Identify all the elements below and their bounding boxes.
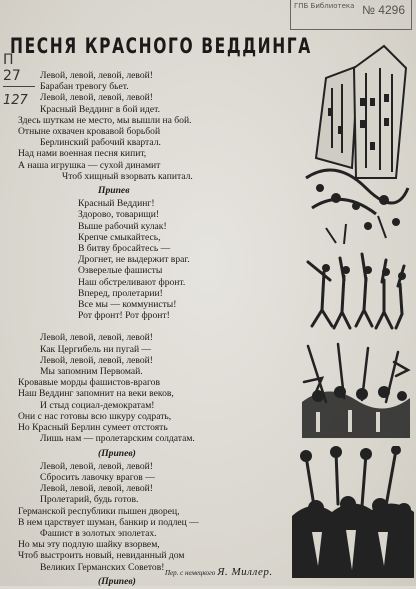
verse-line: Как Цергибель ни пугай — [40, 343, 152, 355]
verse-line: Они с нас готовы всю шкуру содрать, [18, 410, 172, 422]
shelf-mark-top: П 27 [3, 52, 35, 87]
verse-1 [18, 70, 318, 182]
chorus-line: Рот фронт! Рот фронт! [78, 310, 170, 322]
verse-line: Но мы эту подлую шайку взорвем, [18, 539, 160, 551]
verse-line: Кровавые морды фашистов-врагов [18, 377, 160, 389]
page-title: ПЕСНЯ КРАСНОГО ВЕДДИНГА [10, 34, 312, 59]
chorus-label: Припев [98, 185, 130, 197]
chorus-line: Выше рабочий кулак! [78, 220, 167, 232]
verse-line: Германской республики пышен дворец, [18, 505, 180, 517]
city-buildings-illustration [296, 38, 414, 248]
verse-line: В нем царствует шуман, банкир и подлец — [18, 516, 199, 528]
chorus-line: Вперед, пролетарии! [78, 287, 163, 299]
verse-line: Левой, левой, левой, левой! [40, 70, 154, 81]
marching-workers-illustration [300, 250, 414, 330]
verse-line: Лишь нам — пролетарским солдатам. [40, 433, 195, 445]
verse-line: А наша игрушка — сухой динамит [18, 159, 161, 171]
chorus-repeat-label: (Припев) [98, 575, 136, 587]
verse-line: Чтоб хищный взорвать капитал. [62, 170, 193, 182]
verse-line: Пролетарий, будь готов. [40, 494, 139, 506]
shelf-mark-bottom: 127 [3, 93, 28, 108]
verse-line: Над нами военная песня кипит, [18, 148, 147, 160]
verse-line: Но Красный Берлин сумеет отстоять [18, 422, 168, 434]
verse-line: Фашист в золотых эполетах. [40, 527, 157, 539]
credit-prefix: Пер. с немецкого [165, 569, 216, 577]
verse-line: Левой, левой, левой, левой! [40, 92, 154, 104]
verse-line: Мы запомним Первомай. [40, 366, 143, 378]
verse-line: Наш Веддинг запомнит на веки веков, [18, 388, 174, 400]
verse-line: Левой, левой, левой, левой! [40, 460, 154, 472]
verse-line: Левой, левой, левой, левой! [40, 354, 154, 366]
translator-credit [165, 566, 273, 578]
chorus-line: Здорово, товарищи! [78, 209, 160, 221]
crowd-flags-illustration [298, 342, 414, 442]
stamp-number: № 4296 [362, 3, 405, 17]
chorus-repeat-label: (Припев) [98, 447, 136, 459]
verse-2 [18, 332, 318, 444]
verse-line: Великих Германских Советов! [40, 561, 165, 573]
chorus-line: Все мы — коммунисты! [78, 299, 177, 311]
verse-line: Чтоб выстроить новый, невиданный дом [18, 550, 185, 562]
chorus [18, 198, 318, 321]
credit-author: Я. Миллер. [217, 566, 273, 578]
verse-line: Берлинский рабочий квартал. [40, 137, 161, 149]
chorus-line: Наш обстреливают фронт. [78, 276, 186, 288]
chorus-line: В битву бросайтесь — [78, 243, 171, 255]
poem-body [18, 70, 318, 589]
verse-line: Левой, левой, левой, левой! [40, 332, 154, 344]
verse-line: Сбросить лавочку врагов — [40, 471, 155, 483]
verse-line: И стыд социал-демократам! [40, 399, 155, 411]
stamp-text: ГПБ Библиотека [294, 2, 355, 10]
verse-line: Левой, левой, левой, левой! [40, 483, 154, 495]
verse-3 [18, 461, 318, 573]
chorus-line: Крепче смыкайтесь, [78, 231, 161, 243]
verse-line: Красный Веддинг в бой идет. [40, 103, 161, 115]
library-stamp [290, 0, 412, 30]
chorus-line: Озверелые фашисты [78, 265, 163, 277]
verse-line: Барабан тревогу бьет. [40, 81, 129, 93]
chorus-line: Красный Веддинг! [78, 198, 155, 210]
chorus-line: Дрогнет, не выдержит враг. [78, 254, 190, 266]
fist-crowd-illustration [292, 446, 414, 578]
verse-line: Отныне охвачен кровавой борьбой [18, 126, 161, 138]
verse-line: Здесь шуткам не место, мы вышли на бой. [18, 114, 192, 126]
